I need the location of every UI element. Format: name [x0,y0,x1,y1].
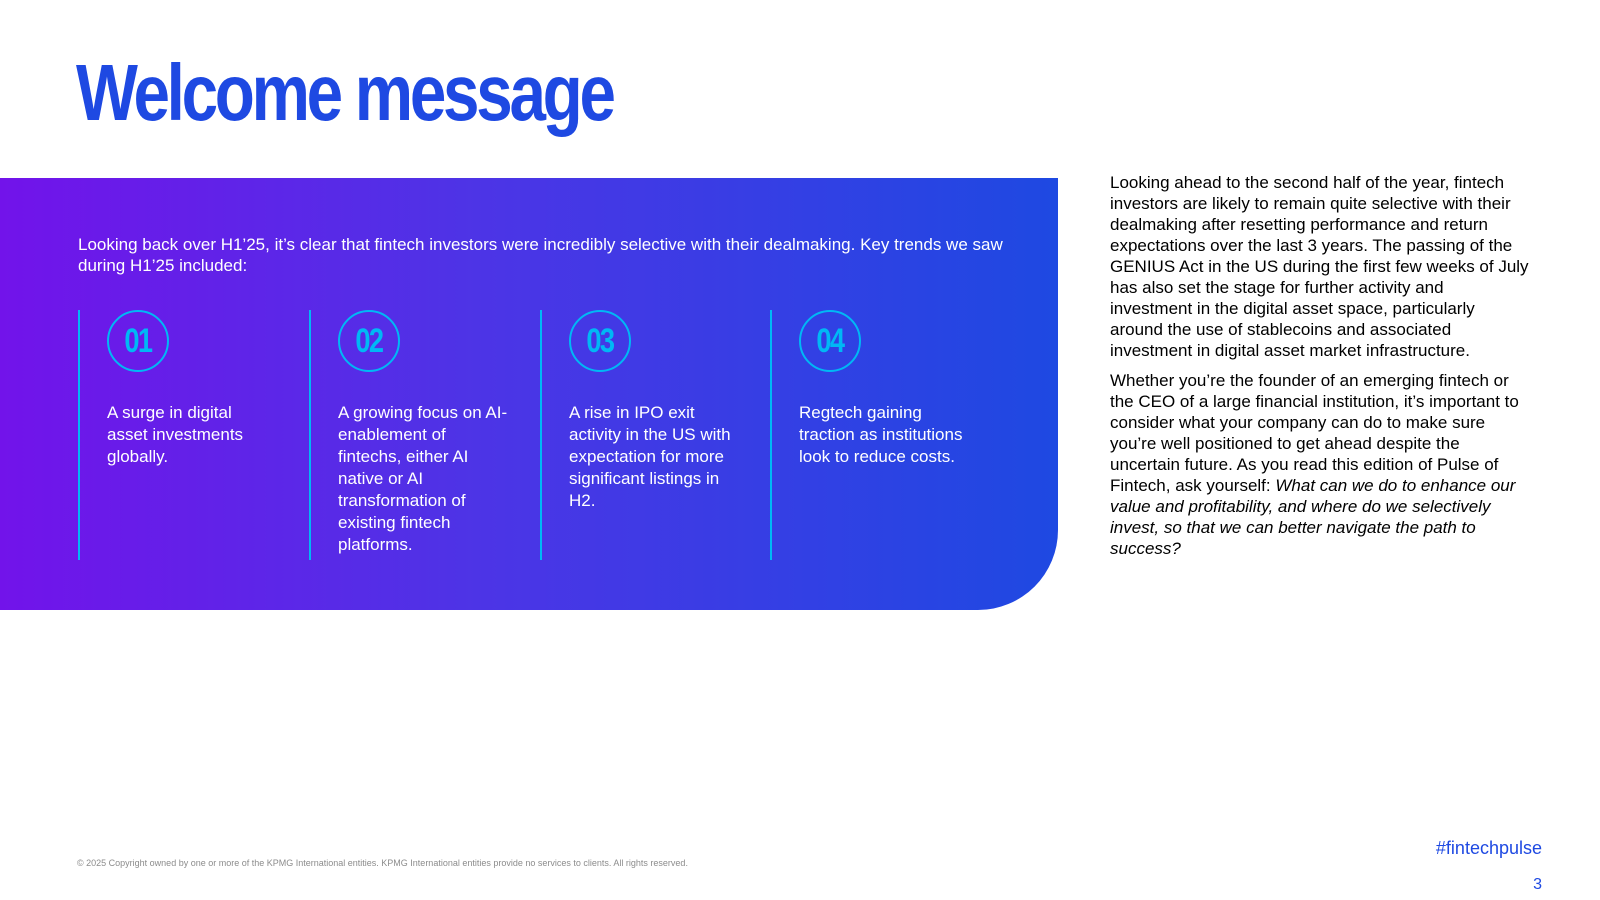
outlook-column [1110,172,1530,568]
trends-panel [0,178,1058,610]
page-number: 3 [1533,876,1542,893]
closing-paragraph [1110,370,1530,559]
outlook-paragraph: Looking ahead to the second half of the year, fintech investors are likely to remain quite selective with their dealmaking after resetting performance and return expectations over the last 3 years. The passing of the GENIUS Act in the US during the first few weeks of July has also set the stage for further activity and investment in the digital asset space, particularly around the use of stablecoins and associated investment in digital asset market infrastructure. [1110,173,1529,360]
trend-item-03 [540,310,742,560]
trend-text: A surge in digital asset investments globally. [107,403,244,466]
page-title: Welcome message [76,48,613,137]
trend-item-01 [78,310,280,560]
closing-text: Whether you’re the founder of an emerging fintech or the CEO of a large financial institution, it’s important to consider what your company can do to make sure you’re well positioned to get ahead despite the uncertain future. As you read this edition of Pulse of Fintech, ask yourself: [1110,371,1519,495]
trend-item-02 [309,310,511,560]
trend-text: A growing focus on AI-enablement of fintechs, either AI native or AI transformation of existing fintech platforms. [338,403,508,554]
hashtag-link[interactable]: #fintechpulse [1435,838,1542,858]
trend-number-badge: 04 [799,310,861,372]
trend-number-badge: 01 [107,310,169,372]
trend-text: Regtech gaining traction as institutions look to reduce costs. [799,403,963,466]
trend-item-04 [770,310,972,560]
closing-question: What can we do to enhance our value and profitability, and where do we selectively invest, so that we can better navigate the path to success? [1110,476,1516,558]
trend-text: A rise in IPO exit activity in the US with expectation for more significant listings in H2. [569,403,731,510]
trend-number-badge: 03 [569,310,631,372]
copyright-notice: © 2025 Copyright owned by one or more of the KPMG International entities. KPMG International entities provide no services to clients. All rights reserved. [77,858,688,868]
intro-text: Looking back over H1’25, it’s clear that fintech investors were incredibly selective with their dealmaking. Key trends we saw during H1’25 included: [78,235,1003,275]
trend-number-badge: 02 [338,310,400,372]
